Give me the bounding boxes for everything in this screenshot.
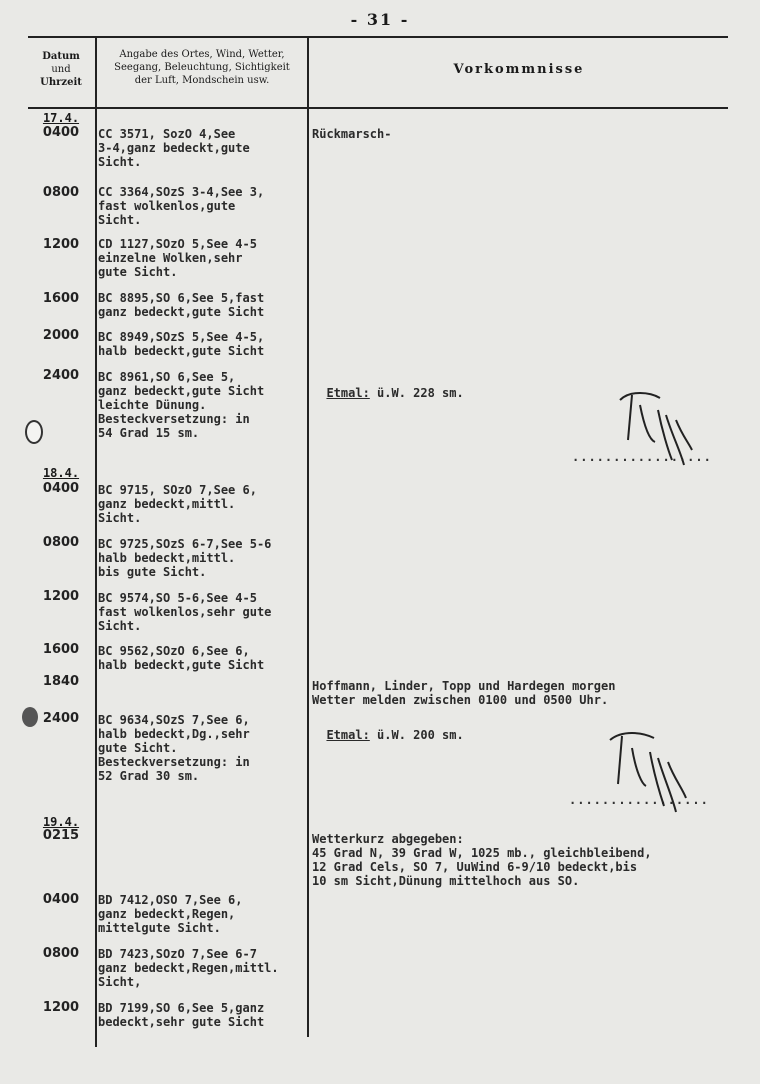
time-cell: 1600 [42,642,80,657]
etmal-value: ü.W. 228 sm. [369,386,464,400]
time-cell: 1840 [42,674,80,689]
weather-entry: BC 9715, SOzO 7,See 6, ganz bedeckt,mittl. Sicht. [98,483,257,525]
date-label: 18.4. [42,466,80,480]
time-cell: 1600 [42,291,80,306]
weather-entry: BC 9634,SOzS 7,See 6, halb bedeckt,Dg.,sehr gute Sicht. Besteckversetzung: in 52 Grad 30 sm. [98,713,250,783]
time-cell: 0400 [42,481,80,496]
weather-entry: BD 7423,SOzO 7,See 6-7 ganz bedeckt,Regen,mittl. Sicht, [98,947,279,989]
etmal-label: Etmal: [326,386,370,400]
punch-hole-mark [22,707,38,727]
header-loc-line1: Angabe des Ortes, Wind, Wetter, [119,49,285,60]
signature-dotted-line: ................. [572,450,712,464]
header-incidents: Vorkommnisse [453,62,585,77]
table-top-rule [28,36,728,38]
weather-entry: BD 7199,SO 6,See 5,ganz bedeckt,sehr gute Sicht [98,1001,265,1029]
weather-entry: BC 9562,SOzO 6,See 6, halb bedeckt,gute Sicht [98,644,265,672]
column-divider-left [95,37,97,1047]
time-cell: 1200 [42,237,80,252]
remark-weather-summary: Wetterkurz abgegeben: 45 Grad N, 39 Grad W, 1025 mb., gleichbleibend, 12 Grad Cels, SO 7, UuWind 6-9/10 bedeckt,bis 10 sm Sicht,Dünung mittelhoch aus SO. [312,832,652,888]
header-date-line2: und [51,64,71,75]
header-loc-line2: Seegang, Beleuchtung, Sichtigkeit [114,62,290,73]
time-cell: 1200 [42,1000,80,1015]
remark-return-march: Rückmarsch- [312,127,392,141]
header-date-line1: Datum [42,51,80,62]
signature-dotted-line: ................. [569,793,709,807]
time-cell: 0800 [42,535,80,550]
page-number: - 31 - [350,10,410,29]
weather-entry: BC 9574,SO 5-6,See 4-5 fast wolkenlos,sehr gute Sicht. [98,591,272,633]
header-location-weather [97,48,307,87]
header-loc-line3: der Luft, Mondschein usw. [134,75,270,86]
weather-entry: CD 1127,SOzO 5,See 4-5 einzelne Wolken,sehr gute Sicht. [98,237,257,279]
time-cell: 2000 [42,328,80,343]
header-bottom-rule [28,107,728,109]
weather-entry: BC 8949,SOzS 5,See 4-5, halb bedeckt,gute Sicht [98,330,265,358]
time-cell: 0800 [42,946,80,961]
time-cell: 0215 [42,828,80,843]
time-cell: 0400 [42,125,80,140]
weather-entry: CC 3571, SozO 4,See 3-4,ganz bedeckt,gute Sicht. [98,127,250,169]
weather-entry: CC 3364,SOzS 3-4,See 3, fast wolkenlos,gute Sicht. [98,185,265,227]
remark-weather-report-crew: Hoffmann, Linder, Topp und Hardegen morgen Wetter melden zwischen 0100 und 0500 Uhr. [312,679,616,707]
etmal-label: Etmal: [326,728,370,742]
punch-hole-mark [25,420,43,444]
weather-entry: BD 7412,OSO 7,See 6, ganz bedeckt,Regen, mittelgute Sicht. [98,893,243,935]
time-cell: 0400 [42,892,80,907]
handwritten-signature [598,722,698,832]
date-label: 17.4. [42,111,80,125]
weather-entry: BC 8961,SO 6,See 5, ganz bedeckt,gute Sicht leichte Dünung. Besteckversetzung: in 54 Grad 15 sm. [98,370,265,440]
etmal-value: ü.W. 200 sm. [369,728,464,742]
time-cell: 1200 [42,589,80,604]
header-date-time [30,50,92,89]
date-label: 19.4. [42,815,80,829]
time-cell: 2400 [42,711,80,726]
header-date-line3: Uhrzeit [40,77,82,88]
handwritten-signature [610,380,700,470]
time-cell: 2400 [42,368,80,383]
weather-entry: BC 9725,SOzS 6-7,See 5-6 halb bedeckt,mittl. bis gute Sicht. [98,537,272,579]
time-cell: 0800 [42,185,80,200]
weather-entry: BC 8895,SO 6,See 5,fast ganz bedeckt,gute Sicht [98,291,265,319]
